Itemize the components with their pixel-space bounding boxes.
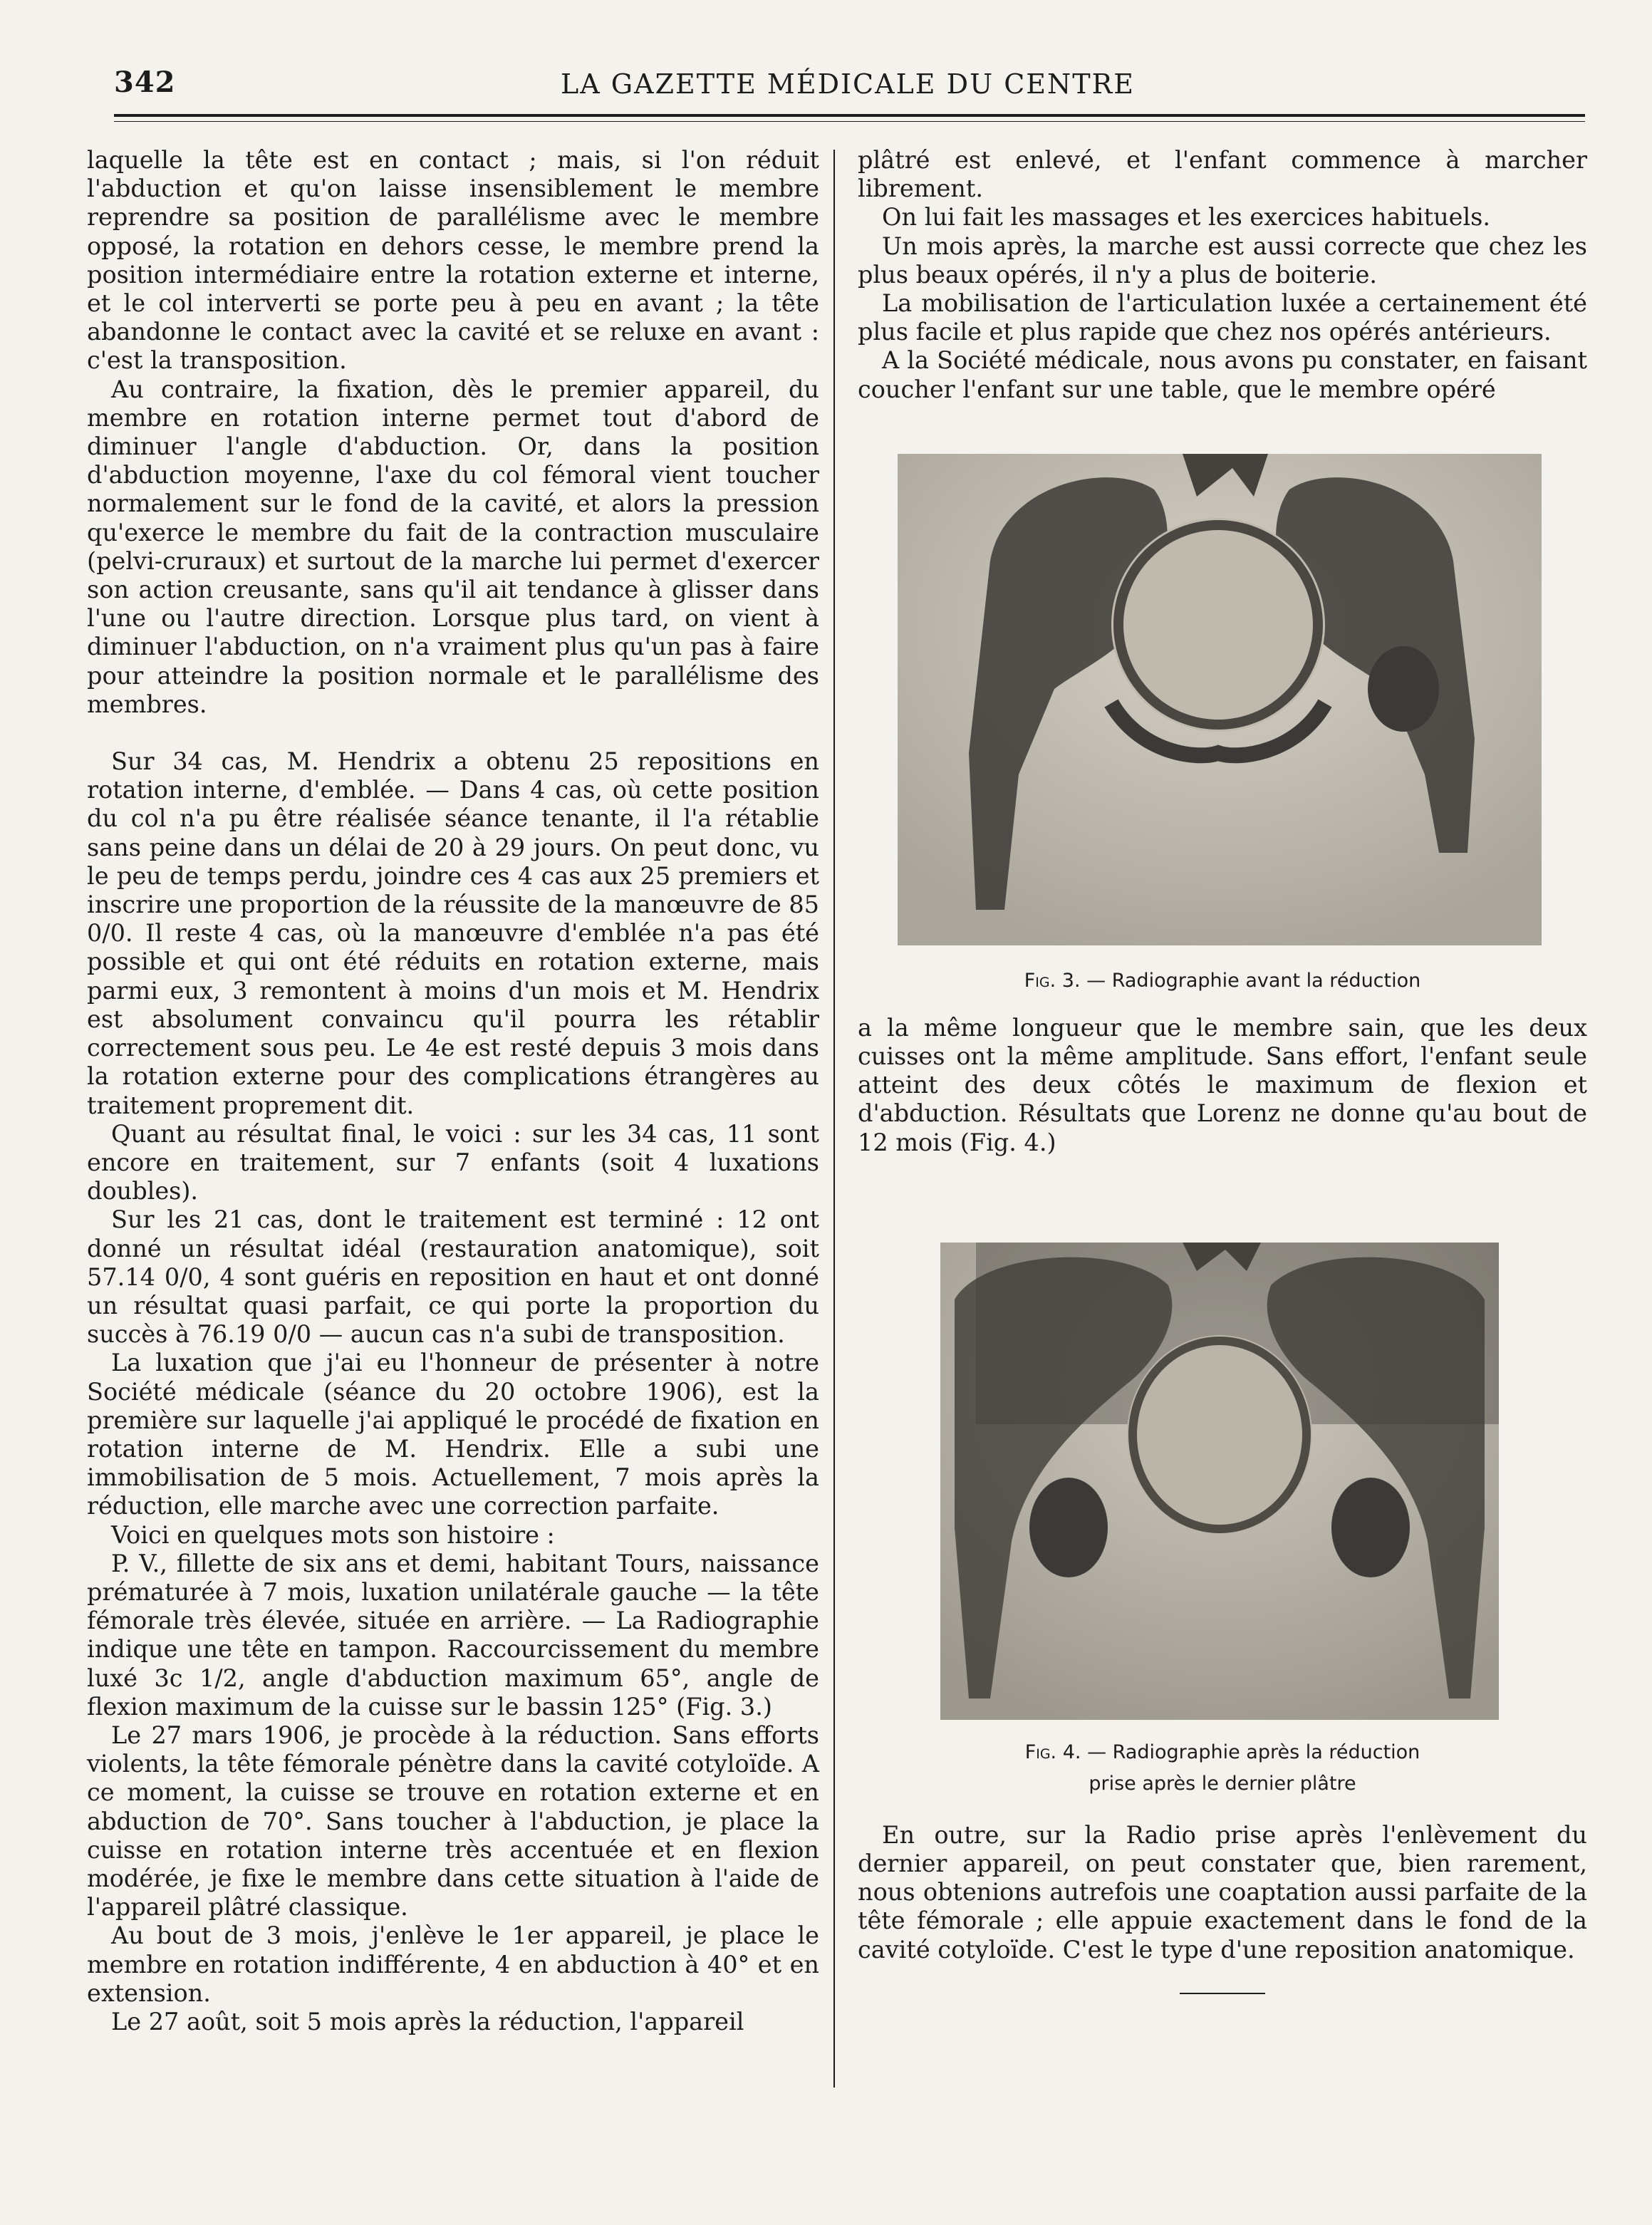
paragraph: Sur les 21 cas, dont le traitement est terminé : 12 ont donné un résultat idéal (restauration anatomique), soit 57.14 0/0, 4 sont guéris en reposition en haut et ont donné un résultat quasi parfait, ce qui porte la proportion du succès à 76.19 0/0 — aucun cas n'a subi de transposition. xyxy=(87,1205,819,1349)
figure-3-caption xyxy=(858,965,1587,997)
figure-3-radiograph xyxy=(898,454,1542,945)
paragraph: Sur 34 cas, M. Hendrix a obtenu 25 repositions en rotation interne, d'emblée. — Dans 4 cas, où cette position du col n'a pu être réalisée séance tenante, il l'a rétablie sans peine dans un délai de 20 à 29 jours. On peut donc, vu le peu de temps perdu, joindre ces 4 cas aux 25 premiers et inscrire une proportion de la réussite de la manœuvre de 85 0/0. Il reste 4 cas, où la manœuvre d'emblée n'a pas été possible et qui ont été réduits en rotation externe, mais parmi eux, 3 remontent à moins d'un mois et M. Hendrix est absolument convaincu qu'il pourra les rétablir correctement sous peu. Le 4e est resté depuis 3 mois dans la rotation externe pour des complications étrangères au traitement proprement dit. xyxy=(87,747,819,1119)
paragraph: Voici en quelques mots son histoire : xyxy=(111,1520,555,1549)
figure-3-caption-text: — Radiographie avant la réduction xyxy=(1086,969,1421,992)
left-column xyxy=(87,146,819,2036)
paragraph: A la Société médicale, nous avons pu constater, en faisant coucher l'enfant sur une table, que le membre opéré xyxy=(858,346,1587,403)
paragraph: Un mois après, la marche est aussi correcte que chez les plus beaux opérés, il n'y a plus de boiterie. xyxy=(858,232,1587,289)
figure-4-radiograph xyxy=(940,1243,1499,1720)
header-rule xyxy=(114,114,1585,117)
radiograph-after-reduction-image xyxy=(940,1243,1499,1720)
figure-4-caption-line2: prise après le dernier plâtre xyxy=(1089,1772,1356,1795)
paragraph: La luxation que j'ai eu l'honneur de présenter à notre Société médicale (séance du 20 octobre 1906), est la première sur laquelle j'ai appliqué le procédé de fixation en rotation interne de M. Hendrix. Elle a subi une immobilisation de 5 mois. Actuellement, 7 mois après la réduction, elle marche avec une correction parfaite. xyxy=(87,1349,819,1520)
radiograph-before-reduction-image xyxy=(898,454,1542,945)
end-rule xyxy=(1180,1993,1265,1994)
paragraph: laquelle la tête est en contact ; mais, si l'on réduit l'abduction et qu'on laisse insensiblement le membre reprendre sa position de parallélisme avec le membre opposé, la rotation en dehors cesse, le membre prend la position intermédiaire entre la rotation externe et interne, et le col interverti se porte peu à peu en avant ; la tête abandonne le contact avec la cavité et se reluxe en avant : c'est la transposition. xyxy=(87,146,819,375)
right-column xyxy=(858,146,1587,1994)
header-rule-thin xyxy=(114,121,1585,122)
journal-title: LA GAZETTE MÉDICALE DU CENTRE xyxy=(561,68,1135,100)
paragraph: En outre, sur la Radio prise après l'enlèvement du dernier appareil, on peut constater que, bien rarement, nous obtenions autrefois une coaptation aussi parfaite de la tête fémorale ; elle appuie exactement dans le fond de la cavité cotyloïde. C'est le type d'une reposition anatomique. xyxy=(858,1820,1587,1964)
page-number: 342 xyxy=(114,66,176,99)
page-header xyxy=(114,66,1581,108)
paragraph: Quant au résultat final, le voici : sur les 34 cas, 11 sont encore en traitement, sur 7 enfants (soit 4 luxations doubles). xyxy=(87,1119,819,1205)
column-divider xyxy=(833,150,835,2087)
figure-4-caption-text: — Radiographie après la réduction xyxy=(1087,1741,1420,1763)
paragraph: Le 27 août, soit 5 mois après la réduction, l'appareil xyxy=(111,2008,744,2035)
paragraph: Au bout de 3 mois, j'enlève le 1er appareil, je place le membre en rotation indifférente, 4 en abduction à 40° et en extension. xyxy=(87,1921,819,2007)
paragraph: Au contraire, la fixation, dès le premier appareil, du membre en rotation interne permet tout d'abord de diminuer l'angle d'abduction. Or, dans la position d'abduction moyenne, l'axe du col fémoral vient toucher normalement sur le fond de la cavité, et alors la pression qu'exerce le membre du fait de la contraction musculaire (pelvi-cruraux) et surtout de la marche lui permet d'exercer son action creusante, sans qu'il ait tendance à glisser dans l'une ou l'autre direction. Lorsque plus tard, on vient à diminuer l'abduction, on n'a vraiment plus qu'un pas à faire pour atteindre la position normale et le parallélisme des membres. xyxy=(87,375,819,718)
paragraph: a la même longueur que le membre sain, que les deux cuisses ont la même amplitude. Sans effort, l'enfant seule atteint des deux côtés le maximum de flexion et d'abduction. Résultats que Lorenz ne donne qu'au bout de 12 mois (Fig. 4.) xyxy=(858,1013,1587,1156)
figure-3-label: Fig. 3. xyxy=(1024,969,1081,992)
figure-4-label: Fig. 4. xyxy=(1024,1741,1081,1763)
paragraph: P. V., fillette de six ans et demi, habitant Tours, naissance prématurée à 7 mois, luxation unilatérale gauche — la tête fémorale très élevée, située en arrière. — La Radiographie indique une tête en tampon. Raccourcissement du membre luxé 3c 1/2, angle d'abduction maximum 65°, angle de flexion maximum de la cuisse sur le bassin 125° (Fig. 3.) xyxy=(87,1549,819,1721)
paragraph: Le 27 mars 1906, je procède à la réduction. Sans efforts violents, la tête fémorale pénètre dans la cavité cotyloïde. A ce moment, la cuisse se trouve en rotation externe et en abduction de 70°. Sans toucher à l'abduction, je place la cuisse en rotation interne très accentuée et en flexion modérée, je fixe le membre dans cette situation à l'aide de l'appareil plâtré classique. xyxy=(87,1721,819,1921)
paragraph: plâtré est enlevé, et l'enfant commence à marcher librement. xyxy=(858,146,1587,203)
paragraph: La mobilisation de l'articulation luxée a certainement été plus facile et plus rapide que chez nos opérés antérieurs. xyxy=(858,289,1587,346)
figure-4-caption xyxy=(858,1737,1587,1768)
paragraph: On lui fait les massages et les exercices habituels. xyxy=(882,203,1491,232)
